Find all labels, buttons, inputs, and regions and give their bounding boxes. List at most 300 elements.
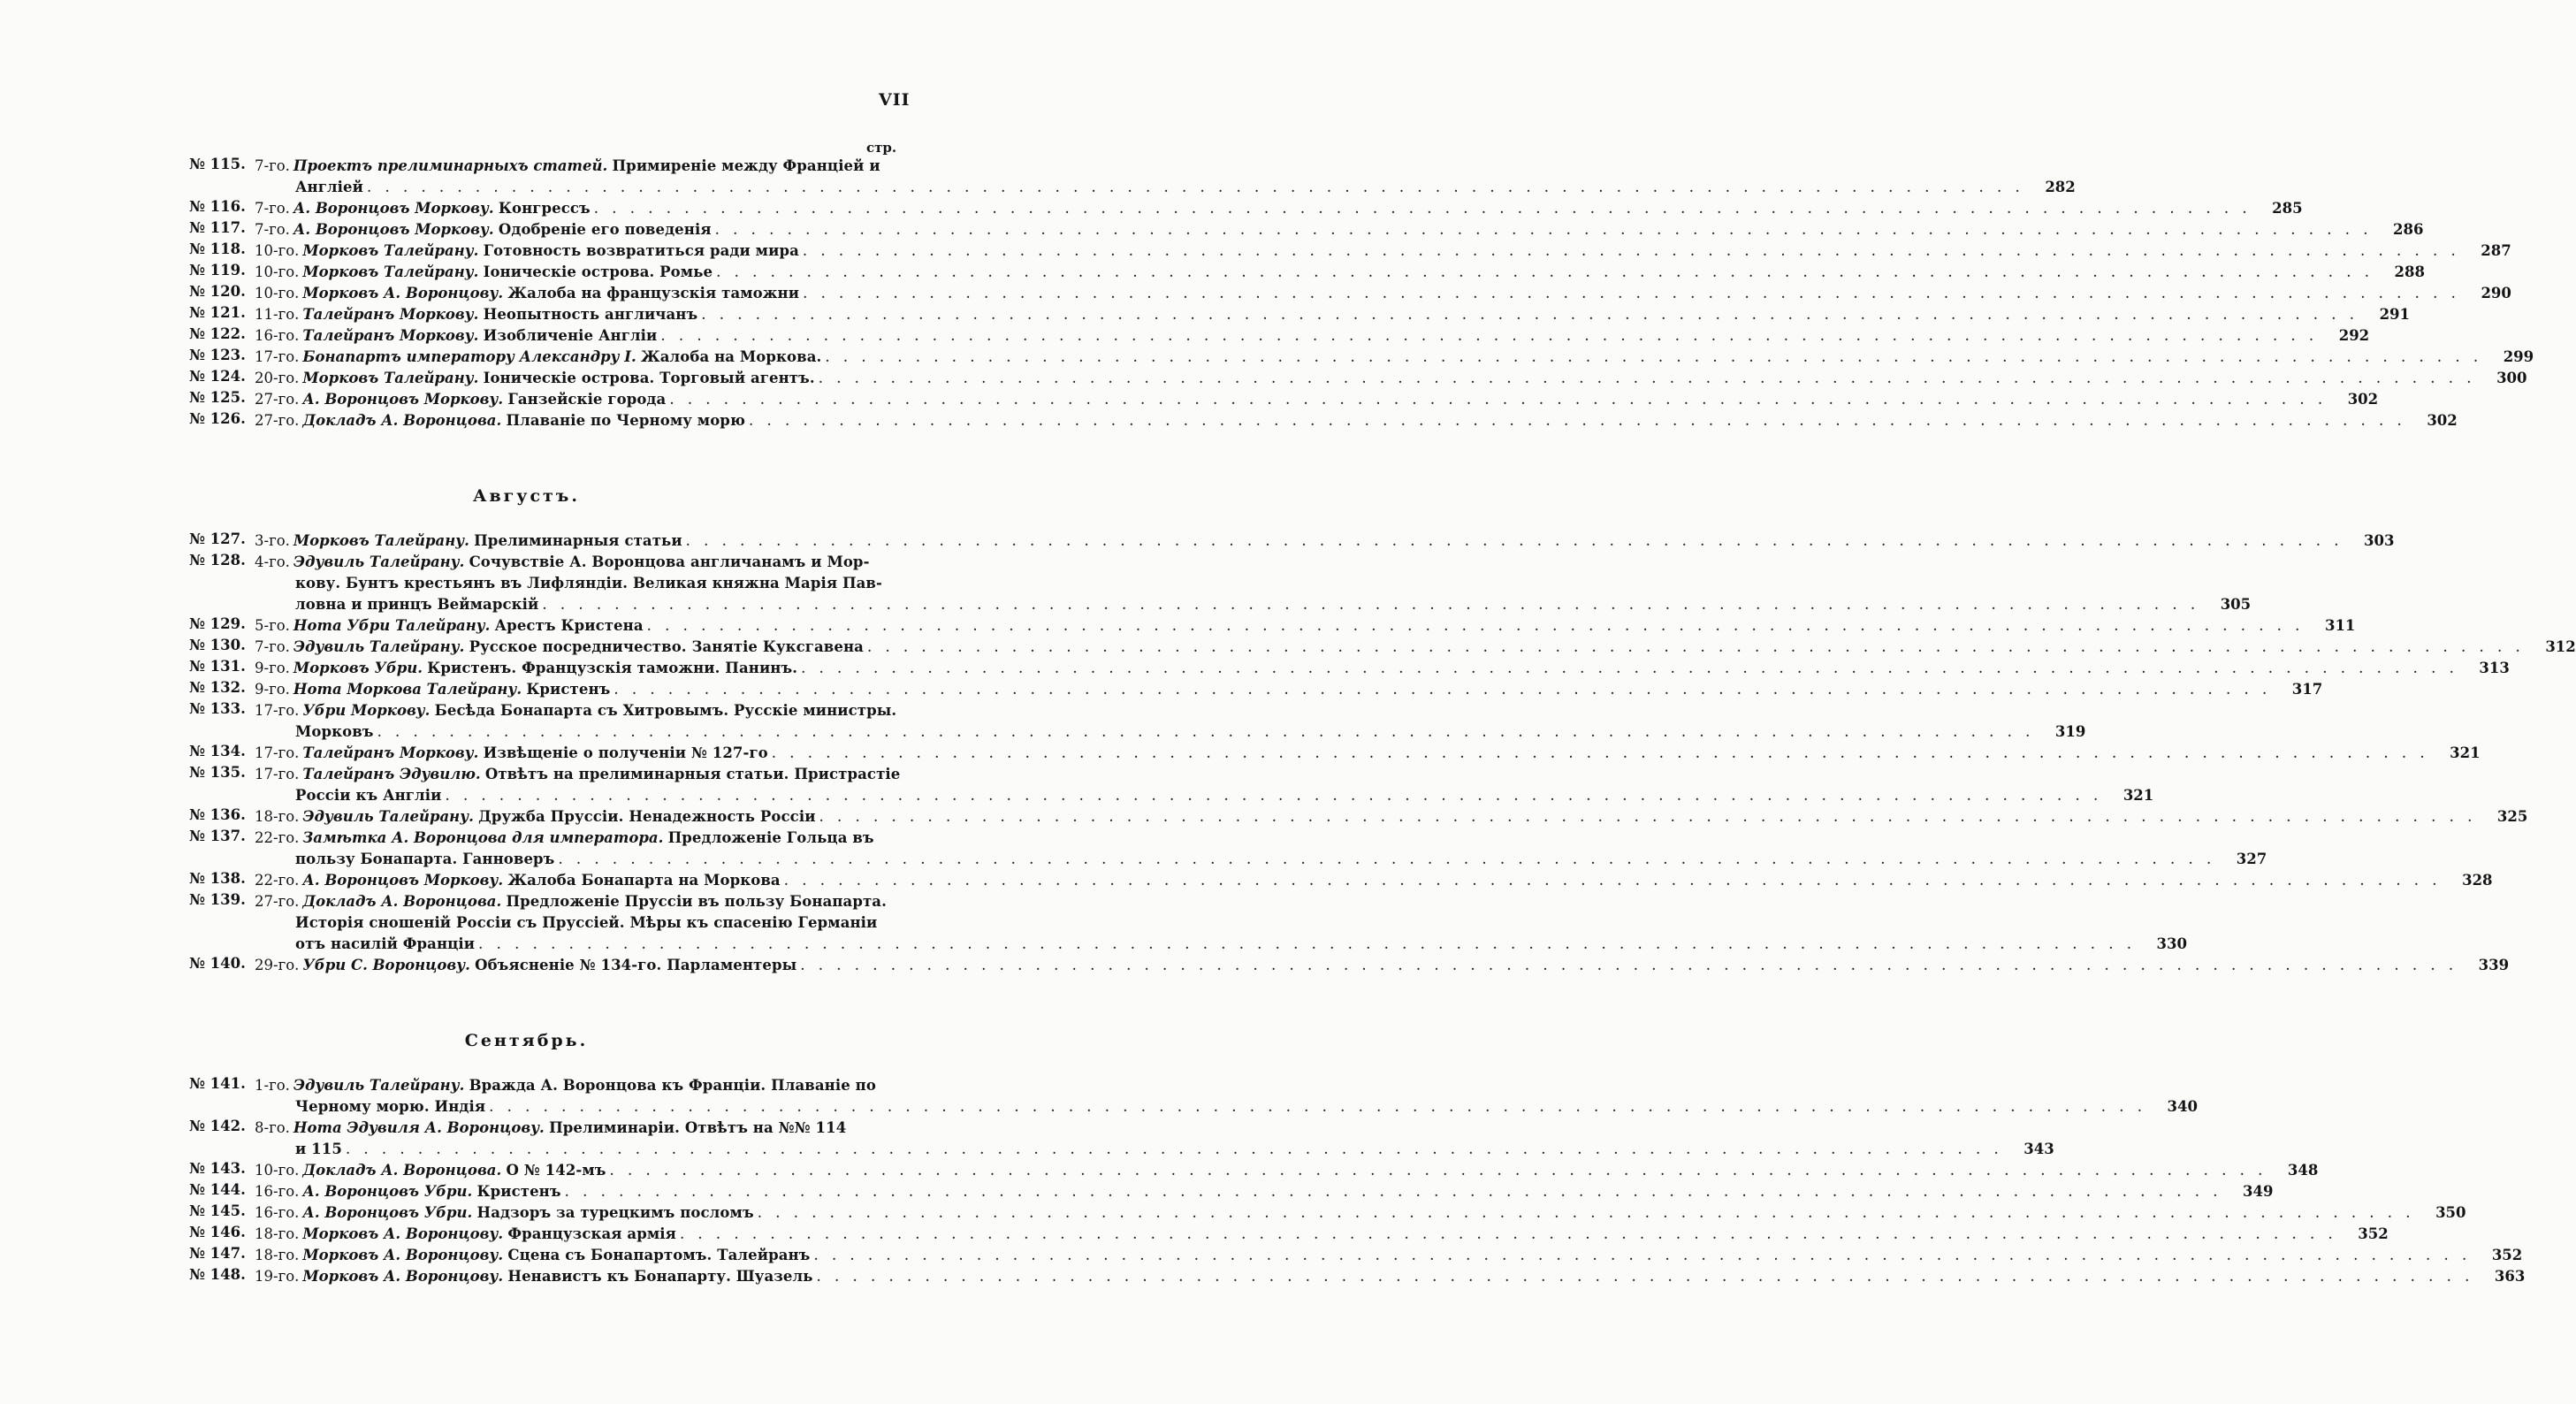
- entry-body: [255, 1266, 2525, 1287]
- dot-leader: [867, 637, 2525, 658]
- entry-line-text: [255, 1266, 813, 1287]
- entry-line-text: [255, 1160, 606, 1181]
- entry-line-text: [255, 764, 900, 785]
- toc-entry: [189, 806, 2528, 828]
- entry-title: Талейранъ Моркову.: [302, 327, 479, 344]
- entry-description: кову. Бунтъ крестьянъ въ Лифляндіи. Великая княжна Марія Пав-: [295, 575, 882, 591]
- dot-leader: [445, 785, 2102, 806]
- entry-number: № 137.: [189, 828, 246, 844]
- entry-description: Іоническіе острова. Торговый агентъ.: [483, 370, 815, 386]
- toc-entry: [189, 325, 2370, 347]
- toc-section-september: [189, 1075, 2526, 1287]
- entry-page: 319: [2054, 723, 2086, 740]
- dot-leader: [819, 368, 2476, 389]
- entry-date: 22-го.: [255, 872, 300, 889]
- entry-body: [255, 262, 2425, 283]
- entry-line: [255, 240, 2511, 262]
- entry-description: отъ насилій Франціи: [295, 935, 476, 952]
- entry-line: [255, 368, 2527, 389]
- toc-entry: [189, 658, 2510, 679]
- toc-entry: [189, 700, 2086, 743]
- entry-date: 27-го.: [255, 391, 300, 408]
- entry-page: 321: [2450, 744, 2481, 761]
- entry-number: № 146.: [189, 1224, 246, 1240]
- entry-line-text: [295, 912, 877, 934]
- entry-line-text: [255, 389, 666, 410]
- dot-leader: [558, 849, 2215, 870]
- entry-line: [255, 912, 2187, 934]
- entry-description: Кристенъ. Французскія таможни. Панинъ.: [427, 660, 798, 676]
- entry-description: Готовность возвратиться ради мира: [483, 242, 799, 259]
- entry-line-text: [255, 1202, 754, 1224]
- entry-number: № 130.: [189, 637, 246, 653]
- entry-page: 302: [2347, 391, 2379, 408]
- entry-line: [255, 870, 2493, 891]
- dot-leader: [367, 177, 2024, 198]
- dot-leader: [542, 594, 2199, 615]
- dot-leader: [377, 721, 2035, 743]
- entry-page: 327: [2236, 851, 2267, 867]
- entry-title: Талейранъ Эдувилю.: [302, 766, 481, 782]
- entry-line-text: [255, 891, 887, 912]
- entry-number: № 118.: [189, 240, 246, 257]
- entry-page: 339: [2478, 957, 2510, 973]
- entry-date: 18-го.: [255, 1225, 300, 1242]
- entry-date: 18-го.: [255, 1247, 300, 1263]
- entry-title: Эдувиль Талейрану.: [293, 1077, 465, 1094]
- entry-body: [255, 658, 2510, 679]
- entry-description: Одобреніе его поведенія: [498, 221, 712, 238]
- entry-number: № 148.: [189, 1266, 246, 1283]
- entry-line: [255, 764, 2153, 785]
- entry-title: Нота Убри Талейрану.: [293, 617, 491, 634]
- entry-page: 311: [2324, 617, 2356, 634]
- entry-number: № 116.: [189, 198, 246, 215]
- entry-line: [255, 1096, 2198, 1118]
- entry-description: пользу Бонапарта. Ганноверъ: [295, 851, 555, 867]
- entry-page: 282: [2045, 179, 2076, 195]
- entry-page: 291: [2379, 306, 2411, 323]
- entry-line-text: [255, 806, 816, 828]
- toc-entry: [189, 240, 2511, 262]
- entry-title: Морковъ А. Воронцову.: [302, 1225, 504, 1242]
- entry-line: [255, 177, 2076, 198]
- entry-page: 343: [2023, 1141, 2054, 1157]
- entry-date: 5-го.: [255, 617, 290, 634]
- entry-date: 10-го.: [255, 285, 300, 301]
- entry-line: [255, 849, 2267, 870]
- entry-description: Извѣщеніе о полученіи № 127-го: [483, 744, 768, 761]
- entry-number: № 119.: [189, 262, 246, 279]
- entry-title: Талейранъ Моркову.: [302, 744, 479, 761]
- entry-page: 312: [2545, 638, 2576, 655]
- entry-number: № 121.: [189, 304, 246, 321]
- entry-title: Эдувиль Талейрану.: [293, 638, 465, 655]
- entry-description: и 115: [295, 1141, 342, 1157]
- entry-line: [255, 1202, 2466, 1224]
- entry-title: А. Воронцовъ Моркову.: [293, 221, 494, 238]
- entry-line: [255, 1266, 2525, 1287]
- entry-description: Кристенъ: [526, 681, 611, 698]
- entry-line-text: [255, 658, 797, 679]
- entry-page: 287: [2481, 242, 2511, 259]
- entry-line: [255, 721, 2085, 743]
- entry-number: № 115.: [189, 156, 246, 172]
- entry-body: [255, 679, 2322, 700]
- entry-number: № 133.: [189, 700, 246, 717]
- toc-entry: [189, 347, 2534, 368]
- entry-number: № 144.: [189, 1181, 246, 1198]
- entry-line: [255, 1224, 2389, 1245]
- dot-leader: [772, 743, 2429, 764]
- entry-date: 16-го.: [255, 327, 300, 344]
- entry-line: [255, 389, 2378, 410]
- dot-leader: [749, 410, 2406, 431]
- dot-leader: [803, 283, 2460, 304]
- entry-description: Объясненіе № 134-го. Парламентеры: [475, 957, 797, 973]
- entry-line: [255, 934, 2187, 955]
- entry-number: № 128.: [189, 552, 246, 568]
- entry-description: Вражда А. Воронцова къ Франціи. Плаваніе по: [469, 1077, 876, 1094]
- entry-line: [255, 955, 2509, 976]
- entry-line-text: [255, 347, 821, 368]
- entry-date: 27-го.: [255, 412, 300, 429]
- entry-line: [255, 637, 2576, 658]
- entry-description: ловна и принцъ Веймарскій: [295, 596, 539, 613]
- entry-description: Изобличеніе Англіи: [483, 327, 658, 344]
- entry-description: Ганзейскіе города: [507, 391, 667, 408]
- entry-date: 9-го.: [255, 660, 290, 676]
- entry-title: Морковъ Талейрану.: [293, 532, 469, 549]
- entry-date: 17-го.: [255, 766, 300, 782]
- entry-title: А. Воронцовъ Убри.: [302, 1204, 473, 1221]
- entry-line-text: [295, 177, 363, 198]
- entry-title: Нота Моркова Талейрану.: [293, 681, 522, 698]
- entry-date: 7-го.: [255, 638, 290, 655]
- entry-body: [255, 198, 2303, 219]
- entry-page: 340: [2167, 1098, 2198, 1115]
- entry-line-text: [255, 1118, 846, 1139]
- entry-line-text: [295, 849, 554, 870]
- entry-date: 17-го.: [255, 348, 300, 365]
- entry-date: 27-го.: [255, 893, 300, 910]
- entry-line: [255, 785, 2153, 806]
- entry-body: [255, 700, 2085, 743]
- entry-title: А. Воронцовъ Моркову.: [302, 872, 504, 889]
- entry-page: 302: [2427, 412, 2458, 429]
- entry-body: [255, 1245, 2522, 1266]
- entry-title: Убри С. Воронцову.: [302, 957, 470, 973]
- entry-title: Докладъ А. Воронцова.: [302, 893, 502, 910]
- entry-line-text: [255, 1245, 810, 1266]
- entry-title: Морковъ Убри.: [293, 660, 423, 676]
- entry-line-text: [295, 721, 374, 743]
- entry-line: [255, 156, 2076, 177]
- dot-leader: [819, 806, 2477, 828]
- toc-entry: [189, 891, 2187, 955]
- entry-number: № 117.: [189, 219, 246, 236]
- toc-entry: [189, 1118, 2054, 1160]
- month-heading-august: Августъ.: [472, 486, 580, 506]
- entry-body: [255, 219, 2423, 240]
- entry-page: 330: [2156, 935, 2187, 952]
- entry-body: [255, 870, 2493, 891]
- toc-entry: [189, 552, 2252, 615]
- entry-page: 317: [2291, 681, 2323, 698]
- entry-description: Прелиминарныя статьи: [474, 532, 682, 549]
- entry-line-text: [295, 934, 475, 955]
- entry-page: 363: [2494, 1268, 2526, 1285]
- month-heading-september: Сентябрь.: [464, 1031, 589, 1050]
- entry-date: 7-го.: [255, 200, 290, 217]
- entry-description: Кристенъ: [476, 1183, 561, 1200]
- entry-body: [255, 552, 2251, 615]
- entry-number: № 141.: [189, 1075, 246, 1092]
- entry-line-text: [255, 530, 682, 552]
- entry-line-text: [295, 1096, 485, 1118]
- dot-leader: [715, 219, 2373, 240]
- entry-description: Дружба Пруссіи. Ненадежность Россіи: [478, 808, 816, 825]
- entry-page: 288: [2394, 263, 2425, 280]
- entry-title: Бонапартъ императору Александру I.: [302, 348, 636, 365]
- entry-description: Жалоба Бонапарта на Моркова: [507, 872, 781, 889]
- toc-entry: [189, 530, 2395, 552]
- toc-entry: [189, 637, 2576, 658]
- entry-title: Морковъ А. Воронцову.: [302, 1247, 504, 1263]
- entry-page: 350: [2435, 1204, 2466, 1221]
- entry-line-text: [255, 700, 896, 721]
- dot-leader: [614, 679, 2271, 700]
- entry-date: 10-го.: [255, 1162, 300, 1179]
- entry-line: [255, 615, 2355, 637]
- entry-body: [255, 1181, 2273, 1202]
- entry-page: 303: [2364, 532, 2395, 549]
- entry-number: № 125.: [189, 389, 246, 406]
- entry-line: [255, 347, 2534, 368]
- entry-body: [255, 1118, 2054, 1160]
- entry-date: 29-го.: [255, 957, 300, 973]
- entry-title: Морковъ Талейрану.: [302, 263, 479, 280]
- toc-entry: [189, 368, 2527, 389]
- entry-title: Морковъ Талейрану.: [302, 242, 479, 259]
- toc-entry: [189, 679, 2323, 700]
- entry-date: 1-го.: [255, 1077, 290, 1094]
- entry-title: Морковъ Талейрану.: [302, 370, 479, 386]
- entry-page: 292: [2338, 327, 2370, 344]
- entry-page: 352: [2491, 1247, 2523, 1263]
- entry-page: 300: [2496, 370, 2527, 386]
- dot-leader: [716, 262, 2374, 283]
- entry-date: 8-го.: [255, 1119, 290, 1136]
- dot-leader: [825, 347, 2482, 368]
- toc-entry: [189, 262, 2425, 283]
- entry-line-text: [255, 679, 610, 700]
- toc-entry: [189, 156, 2076, 198]
- entry-description: Англіей: [295, 179, 363, 195]
- entry-line-text: [255, 1224, 676, 1245]
- dot-leader: [784, 870, 2442, 891]
- dot-leader: [610, 1160, 2267, 1181]
- toc-entry: [189, 283, 2511, 304]
- entry-description: Россіи къ Англіи: [295, 787, 442, 804]
- entry-line: [255, 679, 2322, 700]
- toc-entry: [189, 615, 2356, 637]
- entry-line-text: [255, 325, 657, 347]
- entry-description: Плаваніе по Черному морю: [506, 412, 745, 429]
- entry-line: [255, 806, 2527, 828]
- entry-line: [255, 743, 2481, 764]
- entry-line-text: [255, 1181, 561, 1202]
- entry-line-text: [255, 156, 880, 177]
- entry-date: 10-го.: [255, 242, 300, 259]
- toc-entry: [189, 1160, 2319, 1181]
- entry-body: [255, 955, 2509, 976]
- toc-section-august: [189, 530, 2576, 976]
- dot-leader: [803, 240, 2460, 262]
- entry-body: [255, 1075, 2198, 1118]
- entry-line-text: [255, 552, 870, 573]
- entry-line: [255, 304, 2410, 325]
- entry-number: № 131.: [189, 658, 246, 675]
- entry-number: № 147.: [189, 1245, 246, 1262]
- entry-description: Прелиминаріи. Отвѣтъ на №№ 114: [549, 1119, 847, 1136]
- dot-leader: [489, 1096, 2146, 1118]
- page-column-label: стр.: [866, 140, 897, 156]
- entry-date: 7-го.: [255, 221, 290, 238]
- dot-leader: [594, 198, 2252, 219]
- entry-body: [255, 1224, 2389, 1245]
- entry-number: № 139.: [189, 891, 246, 908]
- entry-body: [255, 240, 2511, 262]
- entry-line-text: [255, 828, 874, 849]
- entry-number: № 122.: [189, 325, 246, 342]
- entry-body: [255, 283, 2511, 304]
- entry-line: [255, 891, 2187, 912]
- entry-title: А. Воронцовъ Моркову.: [302, 391, 504, 408]
- entry-line: [255, 410, 2458, 431]
- toc-section-july: [189, 156, 2534, 431]
- toc-entry: [189, 389, 2379, 410]
- entry-number: № 143.: [189, 1160, 246, 1177]
- toc-entry: [189, 870, 2493, 891]
- entry-body: [255, 828, 2267, 870]
- entry-line: [255, 658, 2510, 679]
- entry-title: Проектъ прелиминарныхъ статей.: [293, 157, 608, 174]
- toc-entry: [189, 1266, 2526, 1287]
- entry-date: 10-го.: [255, 263, 300, 280]
- entry-page: 348: [2287, 1162, 2319, 1179]
- entry-description: Надзоръ за турецкимъ посломъ: [476, 1204, 754, 1221]
- entry-description: Жалоба на Моркова.: [640, 348, 822, 365]
- entry-title: Докладъ А. Воронцова.: [302, 412, 502, 429]
- entry-line: [255, 262, 2425, 283]
- toc-entry: [189, 1245, 2523, 1266]
- entry-line-text: [255, 615, 644, 637]
- entry-title: Эдувиль Талейрану.: [293, 553, 465, 570]
- toc-entry: [189, 743, 2481, 764]
- entry-date: 11-го.: [255, 306, 300, 323]
- entry-date: 9-го.: [255, 681, 290, 698]
- toc-entry: [189, 1224, 2389, 1245]
- entry-body: [255, 325, 2369, 347]
- dot-leader: [346, 1139, 2003, 1160]
- dot-leader: [669, 389, 2327, 410]
- dot-leader: [813, 1245, 2471, 1266]
- entry-line: [255, 1118, 2054, 1139]
- toc-entry: [189, 1075, 2198, 1118]
- entry-description: Бесѣда Бонапарта съ Хитровымъ. Русскіе министры.: [434, 702, 897, 719]
- entry-number: № 142.: [189, 1118, 246, 1134]
- entry-line-text: [255, 304, 697, 325]
- entry-date: 3-го.: [255, 532, 290, 549]
- entry-number: № 127.: [189, 530, 246, 547]
- entry-description: Іоническіе острова. Ромье: [483, 263, 713, 280]
- dot-leader: [647, 615, 2305, 637]
- entry-page: 286: [2392, 221, 2424, 238]
- entry-description: Предложеніе Гольца въ: [667, 829, 874, 846]
- entry-page: 352: [2358, 1225, 2389, 1242]
- entry-number: № 134.: [189, 743, 246, 759]
- entry-line-text: [255, 198, 591, 219]
- entry-line-text: [295, 785, 441, 806]
- entry-line: [255, 283, 2511, 304]
- entry-body: [255, 156, 2076, 198]
- entry-number: № 129.: [189, 615, 246, 632]
- entry-description: Французская армія: [507, 1225, 676, 1242]
- entry-line-text: [255, 368, 815, 389]
- entry-body: [255, 410, 2458, 431]
- entry-date: 17-го.: [255, 702, 300, 719]
- entry-line: [255, 1160, 2318, 1181]
- entry-body: [255, 615, 2355, 637]
- toc-entry: [189, 764, 2154, 806]
- entry-line: [255, 594, 2251, 615]
- entry-line: [255, 198, 2303, 219]
- entry-body: [255, 389, 2378, 410]
- entry-title: А. Воронцовъ Убри.: [302, 1183, 473, 1200]
- entry-body: [255, 530, 2394, 552]
- entry-line-text: [255, 240, 799, 262]
- entry-line: [255, 1245, 2522, 1266]
- toc-entry: [189, 1202, 2466, 1224]
- entry-description: Ненавистъ къ Бонапарту. Шуазель: [507, 1268, 813, 1285]
- entry-title: Эдувиль Талейрану.: [302, 808, 474, 825]
- dot-leader: [660, 325, 2318, 347]
- entry-title: Замѣтка А. Воронцова для императора.: [302, 829, 664, 846]
- entry-page: 321: [2123, 787, 2154, 804]
- entry-line: [255, 1181, 2273, 1202]
- entry-description: Предложеніе Пруссіи въ пользу Бонапарта.: [506, 893, 887, 910]
- entry-line: [255, 552, 2251, 573]
- entry-description: Арестъ Кристена: [494, 617, 644, 634]
- entry-line-text: [295, 573, 882, 594]
- page-number: VII: [879, 90, 911, 110]
- dot-leader: [817, 1266, 2474, 1287]
- entry-line-text: [255, 1075, 876, 1096]
- entry-page: 325: [2496, 808, 2528, 825]
- entry-line-text: [255, 283, 799, 304]
- entry-description: Русское посредничество. Занятіе Куксгавена: [469, 638, 864, 655]
- entry-date: 22-го.: [255, 829, 300, 846]
- entry-number: № 124.: [189, 368, 246, 385]
- dot-leader: [680, 1224, 2337, 1245]
- entry-line: [255, 1139, 2054, 1160]
- entry-line: [255, 325, 2369, 347]
- toc-entry: [189, 1181, 2274, 1202]
- entry-page: 328: [2462, 872, 2493, 889]
- entry-title: Нота Эдувиля А. Воронцову.: [293, 1119, 545, 1136]
- toc-entry: [189, 828, 2267, 870]
